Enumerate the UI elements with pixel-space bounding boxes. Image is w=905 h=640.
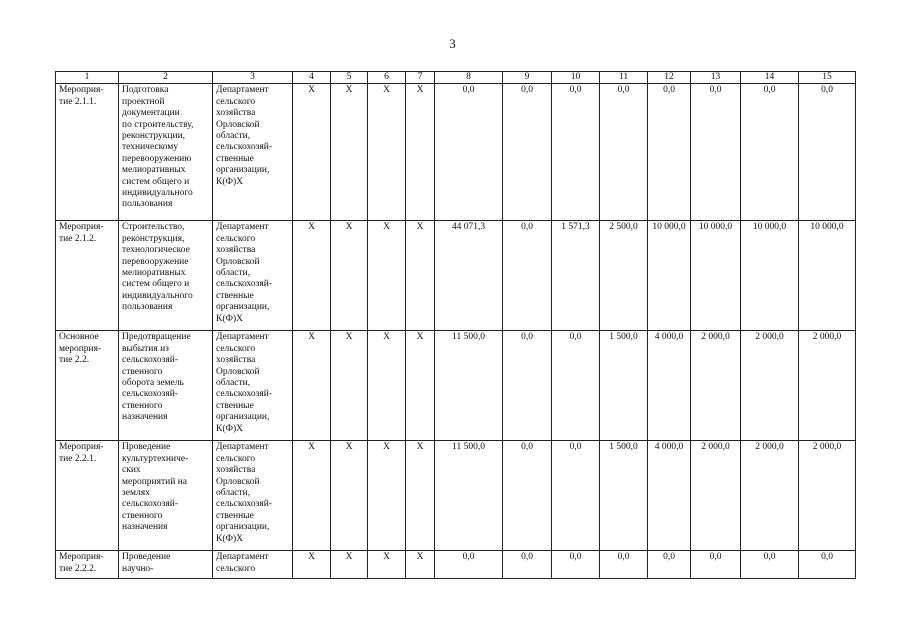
column-header: 12 (648, 72, 691, 84)
executor-cell-line: Департамент (216, 332, 269, 343)
amount-cell: 0,0 (503, 551, 552, 579)
activity-name-cell-line: мероприятий на (122, 476, 188, 487)
activity-name-cell-line: Строительство, (122, 222, 185, 233)
activity-name-cell-line: культуртехниче- (122, 453, 189, 464)
activity-code-cell-line: Основное (59, 332, 99, 343)
amount-cell: 2 000,0 (799, 331, 856, 441)
executor-cell-line: области, (216, 131, 251, 142)
activity-name-cell (119, 221, 213, 331)
activity-name-cell-line: документации (122, 108, 180, 119)
amount-cell: 0,0 (648, 551, 691, 579)
column-header: 10 (552, 72, 600, 84)
column-header: 4 (293, 72, 331, 84)
amount-cell: 2 000,0 (799, 441, 856, 551)
activity-name-cell-line: землях (122, 488, 150, 499)
column-header: 6 (368, 72, 406, 84)
activity-code-cell (56, 221, 119, 331)
activity-code-cell-line: Мероприя- (59, 222, 104, 233)
executor-cell (213, 441, 293, 551)
activity-name-cell-line: пользования (122, 302, 173, 313)
executor-cell (213, 84, 293, 221)
amount-cell: 11 500,0 (435, 441, 503, 551)
executor-cell-line: организации, (216, 412, 270, 423)
x-mark-cell: Х (293, 331, 331, 441)
amount-cell: 0,0 (648, 84, 691, 221)
executor-cell (213, 331, 293, 441)
x-mark-cell: Х (368, 331, 406, 441)
executor-cell-line: Орловской (216, 256, 260, 267)
executor-cell-line: области, (216, 378, 251, 389)
amount-cell: 0,0 (600, 551, 648, 579)
activity-name-cell-line: систем общего и (122, 176, 190, 187)
executor-cell-line: Орловской (216, 476, 260, 487)
x-mark-cell: Х (331, 221, 368, 331)
executor-cell-line: организации, (216, 522, 270, 533)
x-mark-cell: Х (331, 331, 368, 441)
amount-cell: 0,0 (691, 551, 741, 579)
activity-name-cell-line: выбытия из (122, 343, 169, 354)
x-mark-cell: Х (368, 84, 406, 221)
activity-name-cell-line: Проведение (122, 552, 171, 563)
activity-name-cell-line: индивидуального (122, 290, 193, 301)
amount-cell: 2 000,0 (691, 331, 741, 441)
activity-name-cell-line: Подготовка (122, 85, 169, 96)
amount-cell: 0,0 (503, 221, 552, 331)
column-header: 13 (691, 72, 741, 84)
amount-cell: 10 000,0 (691, 221, 741, 331)
x-mark-cell: Х (368, 221, 406, 331)
amount-cell: 0,0 (741, 84, 799, 221)
activity-code-cell-line: Мероприя- (59, 85, 104, 96)
amount-cell: 0,0 (435, 84, 503, 221)
x-mark-cell: Х (293, 441, 331, 551)
column-header: 8 (435, 72, 503, 84)
executor-cell-line: сельского (216, 563, 256, 574)
executor-cell-line: сельского (216, 453, 256, 464)
activity-name-cell (119, 84, 213, 221)
executor-cell-line: Департамент (216, 222, 269, 233)
executor-cell-line: Орловской (216, 366, 260, 377)
activity-name-cell-line: сельскохозяй- (122, 499, 178, 510)
table-row (56, 221, 856, 331)
activity-code-cell (56, 331, 119, 441)
executor-cell-line: хозяйства (216, 108, 256, 119)
x-mark-cell: Х (293, 551, 331, 579)
activity-code-cell (56, 441, 119, 551)
column-number-header-row (56, 72, 856, 84)
activity-code-cell-line: Мероприя- (59, 442, 104, 453)
executor-cell-line: К(Ф)Х (216, 533, 244, 544)
activity-name-cell-line: оборота земель (122, 378, 184, 389)
executor-cell-line: К(Ф)Х (216, 423, 244, 434)
activity-name-cell-line: мелиоративных (122, 165, 186, 176)
executor-cell-line: области, (216, 268, 251, 279)
activity-name-cell-line: индивидуального (122, 188, 193, 199)
executor-cell-line: организации, (216, 165, 270, 176)
activity-name-cell-line: научно- (122, 563, 154, 574)
amount-cell: 0,0 (503, 441, 552, 551)
activity-code-cell (56, 84, 119, 221)
activity-code-cell-line: тие 2.2. (59, 355, 90, 366)
executor-cell-line: сельского (216, 96, 256, 107)
activity-name-cell-line: ственного (122, 366, 163, 377)
activity-name-cell-line: сельскохозяй- (122, 389, 178, 400)
amount-cell: 0,0 (435, 551, 503, 579)
amount-cell: 1 500,0 (600, 331, 648, 441)
activity-name-cell-line: перевооружение (122, 256, 189, 267)
executor-cell-line: области, (216, 488, 251, 499)
x-mark-cell: Х (406, 84, 435, 221)
amount-cell: 0,0 (503, 84, 552, 221)
executor-cell-line: К(Ф)Х (216, 313, 244, 324)
activity-code-cell-line: тие 2.2.1. (59, 453, 97, 464)
amount-cell: 0,0 (600, 84, 648, 221)
executor-cell-line: сельскохозяй- (216, 279, 272, 290)
activity-name-cell-line: проектной (122, 96, 165, 107)
table-row (56, 331, 856, 441)
amount-cell: 0,0 (503, 331, 552, 441)
executor-cell-line: Департамент (216, 552, 269, 563)
amount-cell: 0,0 (799, 551, 856, 579)
table-row (56, 84, 856, 221)
activity-code-cell-line: тие 2.1.1. (59, 96, 97, 107)
executor-cell-line: сельскохозяй- (216, 389, 272, 400)
amount-cell: 0,0 (691, 84, 741, 221)
executor-cell (213, 221, 293, 331)
activity-code-cell-line: мероприя- (59, 343, 102, 354)
activity-name-cell-line: перевооружению (122, 153, 192, 164)
executor-cell-line: сельского (216, 343, 256, 354)
executor-cell-line: ственные (216, 153, 254, 164)
executor-cell-line: ственные (216, 400, 254, 411)
column-header: 1 (56, 72, 119, 84)
activity-name-cell-line: систем общего и (122, 279, 190, 290)
activity-name-cell-line: реконструкция, (122, 233, 185, 244)
activity-name-cell-line: ственного (122, 510, 163, 521)
column-header: 5 (331, 72, 368, 84)
executor-cell-line: Орловской (216, 119, 260, 130)
executor-cell-line: Департамент (216, 85, 269, 96)
activity-name-cell-line: назначения (122, 412, 168, 423)
activity-code-cell-line: тие 2.2.2. (59, 563, 97, 574)
executor-cell-line: Департамент (216, 442, 269, 453)
activity-name-cell-line: пользования (122, 199, 173, 210)
amount-cell: 10 000,0 (799, 221, 856, 331)
activity-name-cell-line: Предотвращение (122, 332, 191, 343)
activity-name-cell (119, 551, 213, 579)
amount-cell: 44 071,3 (435, 221, 503, 331)
amount-cell: 0,0 (799, 84, 856, 221)
program-activities-table (55, 71, 856, 579)
activity-name-cell (119, 441, 213, 551)
amount-cell: 10 000,0 (741, 221, 799, 331)
executor-cell-line: организации, (216, 302, 270, 313)
executor-cell-line: хозяйства (216, 355, 256, 366)
activity-name-cell-line: сельскохозяй- (122, 355, 178, 366)
x-mark-cell: Х (406, 331, 435, 441)
table-row (56, 551, 856, 579)
executor-cell-line: К(Ф)Х (216, 176, 244, 187)
amount-cell: 1 571,3 (552, 221, 600, 331)
amount-cell: 2 500,0 (600, 221, 648, 331)
executor-cell (213, 551, 293, 579)
x-mark-cell: Х (406, 221, 435, 331)
executor-cell-line: хозяйства (216, 245, 256, 256)
column-header: 7 (406, 72, 435, 84)
activity-name-cell-line: ских (122, 465, 141, 476)
table-row (56, 441, 856, 551)
column-header: 3 (213, 72, 293, 84)
column-header: 2 (119, 72, 213, 84)
executor-cell-line: сельскохозяй- (216, 142, 272, 153)
executor-cell-line: хозяйства (216, 465, 256, 476)
amount-cell: 1 500,0 (600, 441, 648, 551)
amount-cell: 11 500,0 (435, 331, 503, 441)
column-header: 15 (799, 72, 856, 84)
amount-cell: 0,0 (741, 551, 799, 579)
amount-cell: 4 000,0 (648, 331, 691, 441)
activity-code-cell-line: Мероприя- (59, 552, 104, 563)
activity-code-cell (56, 551, 119, 579)
amount-cell: 0,0 (552, 551, 600, 579)
activity-name-cell-line: Проведение (122, 442, 171, 453)
activity-name-cell-line: ственного (122, 400, 163, 411)
x-mark-cell: Х (293, 84, 331, 221)
amount-cell: 2 000,0 (741, 441, 799, 551)
table-body (56, 84, 856, 579)
amount-cell: 10 000,0 (648, 221, 691, 331)
amount-cell: 4 000,0 (648, 441, 691, 551)
executor-cell-line: сельскохозяй- (216, 499, 272, 510)
x-mark-cell: Х (368, 551, 406, 579)
activity-name-cell-line: мелиоративных (122, 268, 186, 279)
x-mark-cell: Х (406, 441, 435, 551)
x-mark-cell: Х (368, 441, 406, 551)
column-header: 9 (503, 72, 552, 84)
x-mark-cell: Х (293, 221, 331, 331)
executor-cell-line: ственные (216, 290, 254, 301)
activity-name-cell-line: назначения (122, 522, 168, 533)
x-mark-cell: Х (331, 551, 368, 579)
amount-cell: 0,0 (552, 441, 600, 551)
executor-cell-line: сельского (216, 233, 256, 244)
activity-name-cell (119, 331, 213, 441)
x-mark-cell: Х (331, 84, 368, 221)
amount-cell: 2 000,0 (741, 331, 799, 441)
activity-name-cell-line: технологическое (122, 245, 190, 256)
amount-cell: 0,0 (552, 331, 600, 441)
executor-cell-line: ственные (216, 510, 254, 521)
amount-cell: 0,0 (552, 84, 600, 221)
x-mark-cell: Х (331, 441, 368, 551)
column-header: 11 (600, 72, 648, 84)
x-mark-cell: Х (406, 551, 435, 579)
column-header: 14 (741, 72, 799, 84)
activity-name-cell-line: по строительству, (122, 119, 194, 130)
activity-code-cell-line: тие 2.1.2. (59, 233, 97, 244)
activity-name-cell-line: техническому (122, 142, 179, 153)
page-number: 3 (449, 36, 456, 51)
activity-name-cell-line: реконструкции, (122, 131, 186, 142)
amount-cell: 2 000,0 (691, 441, 741, 551)
